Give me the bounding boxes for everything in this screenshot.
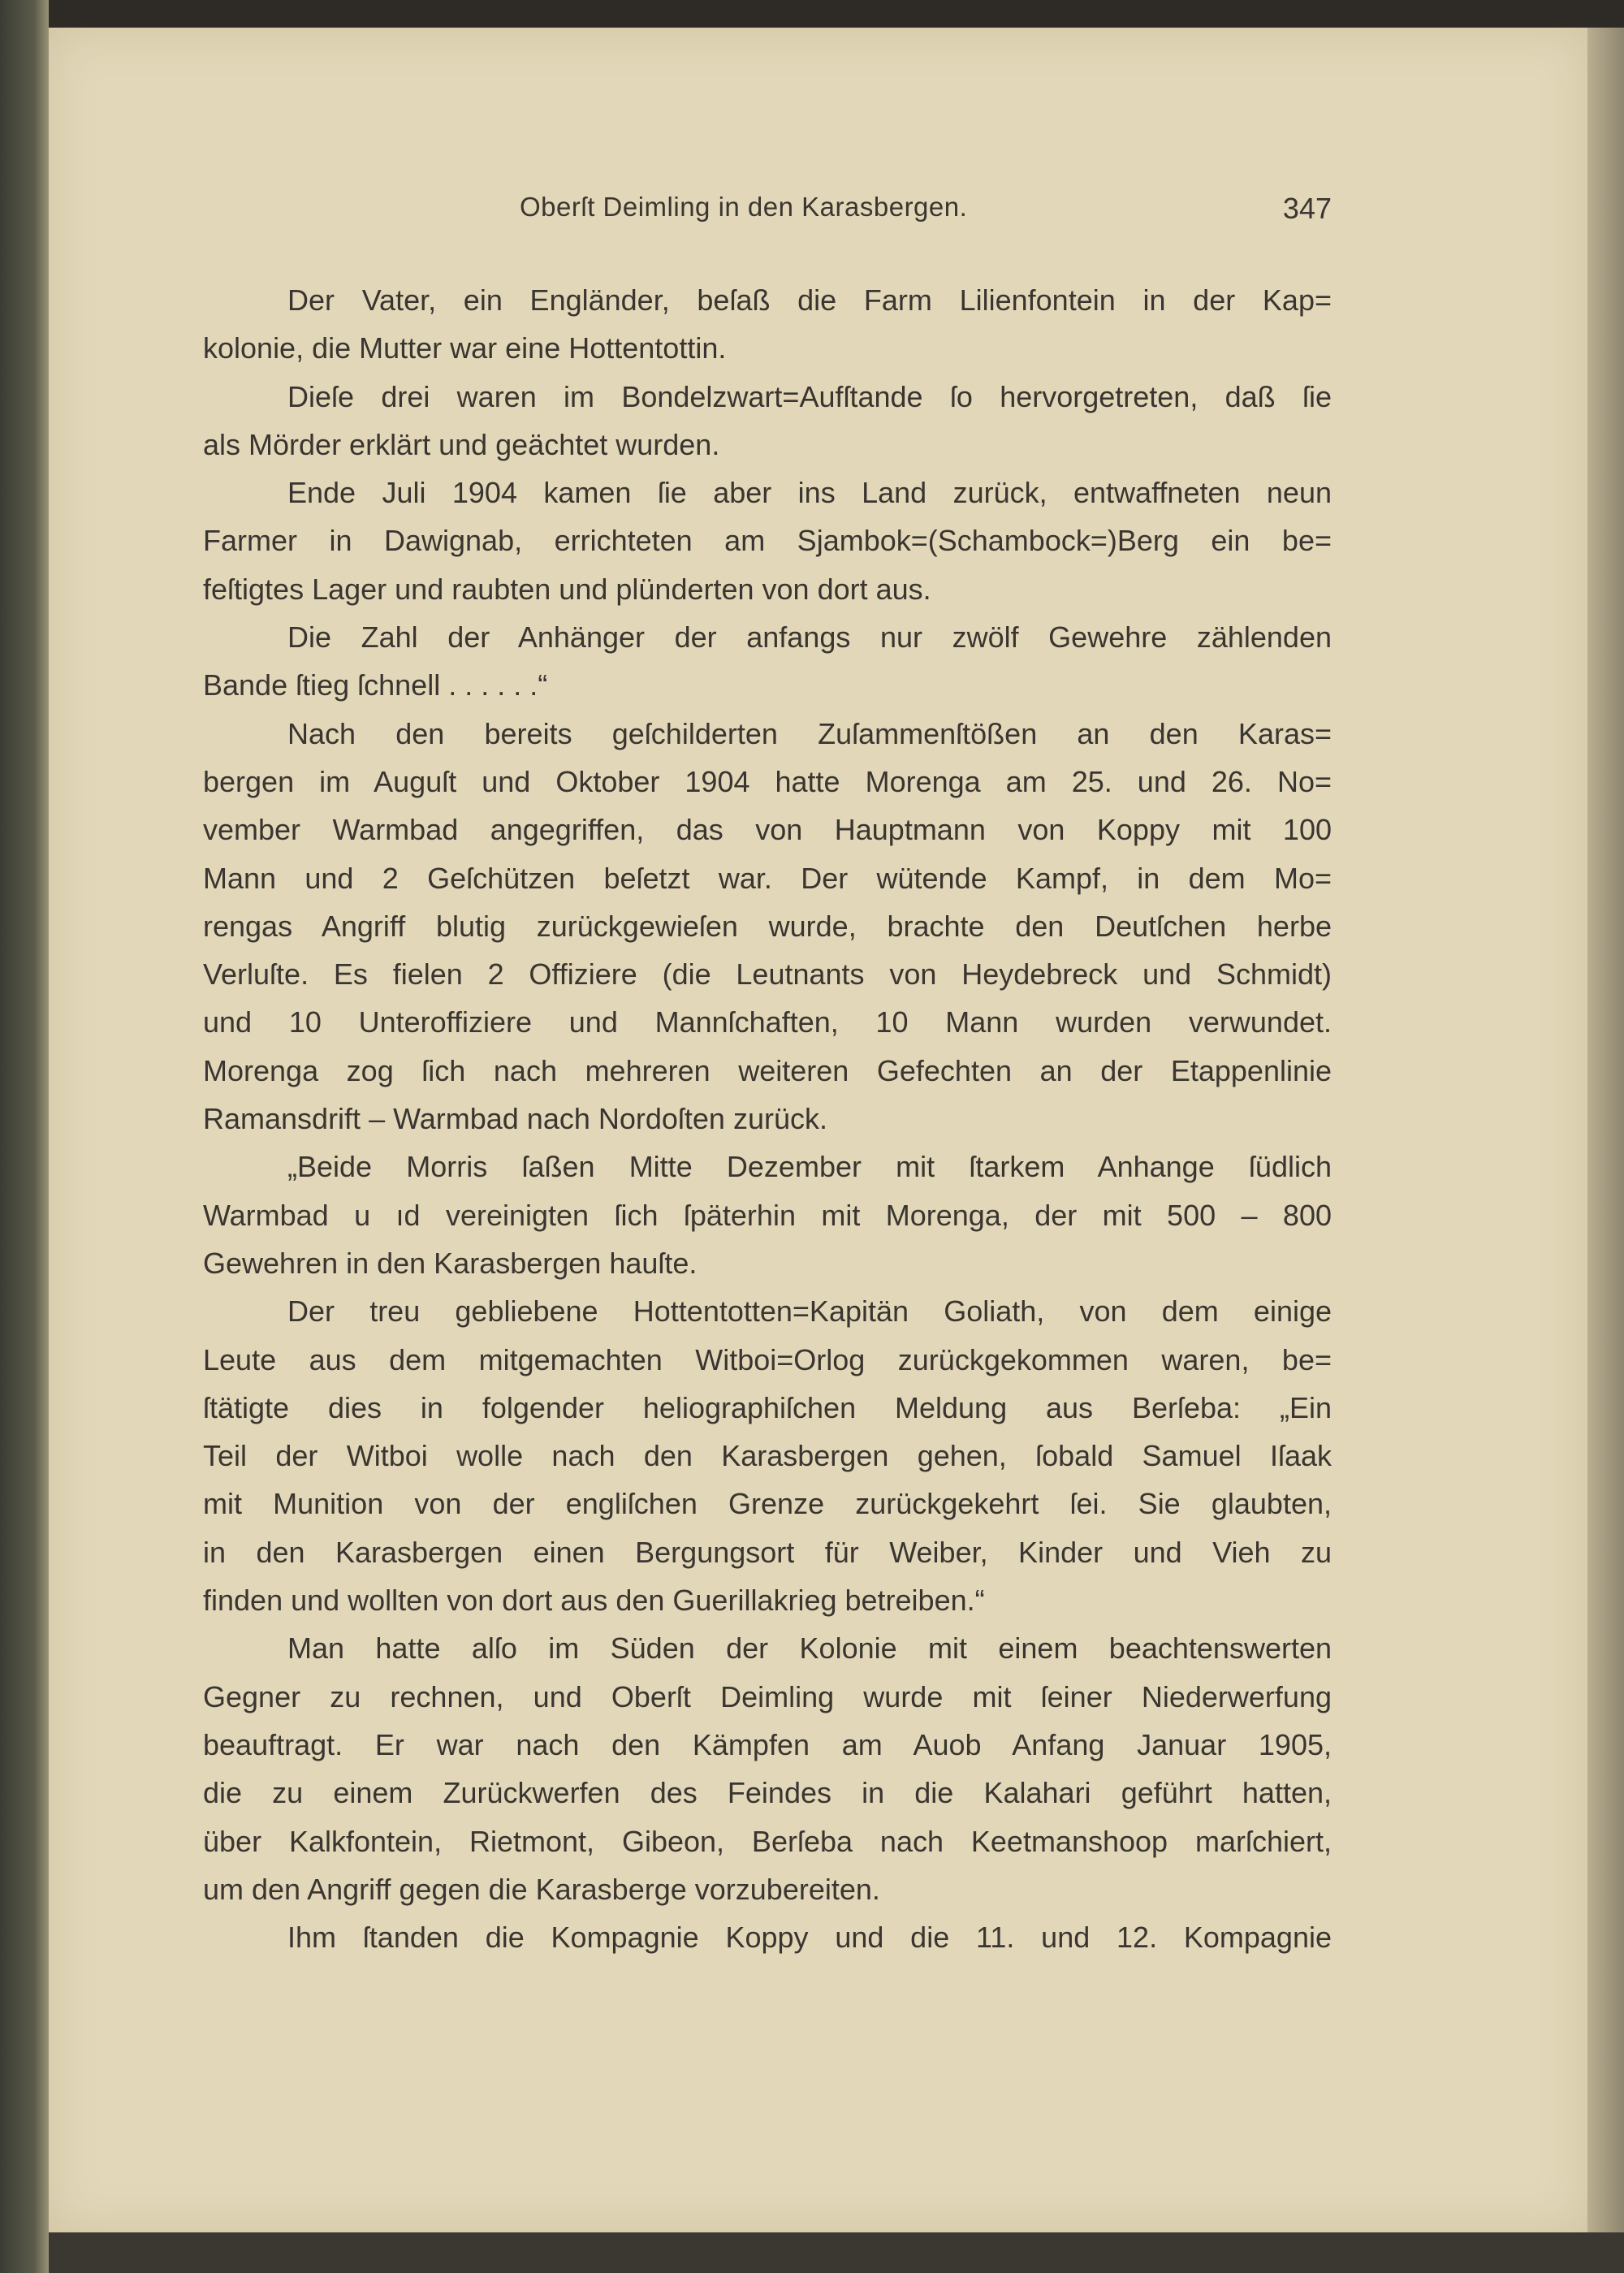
paragraph <box>203 1143 1332 1287</box>
paragraph <box>203 1287 1332 1624</box>
text-line: Morenga zog ſich nach mehreren weiteren Gefechten an der Etappenlinie <box>203 1053 1332 1087</box>
book-spine-edge <box>0 0 49 2273</box>
text-line: die zu einem Zurückwerfen des Feindes in die Kalahari geführt hatten, <box>203 1776 1332 1810</box>
paragraph <box>203 373 1332 469</box>
running-title: Oberſt Deimling in den Karasbergen. <box>520 192 968 222</box>
running-header <box>203 192 1332 232</box>
text-line: Bande ſtieg ſchnell . . . . . .“ <box>203 668 548 702</box>
text-line: finden und wollten von dort aus den Guerillakrieg betreiben.“ <box>203 1584 985 1618</box>
paragraph <box>203 276 1332 373</box>
text-line: „Beide Morris ſaßen Mitte Dezember mit ſtarkem Anhange ſüdlich <box>287 1150 1332 1184</box>
paragraph <box>203 1913 1332 1961</box>
text-line: Ramansdrift – Warmbad nach Nordoſten zurück. <box>203 1102 827 1136</box>
text-line: feſtigtes Lager und raubten und plünderten von dort aus. <box>203 572 931 606</box>
body-text <box>203 276 1332 1961</box>
text-line: Warmbad u ıd vereinigten ſich ſpäterhin mit Morenga, der mit 500 – 800 <box>203 1198 1332 1232</box>
page-number: 347 <box>1282 192 1332 225</box>
text-line: Nach den bereits geſchilderten Zuſammenſtößen an den Karas= <box>287 716 1332 750</box>
paragraph <box>203 710 1332 1143</box>
text-line: in den Karasbergen einen Bergungsort für Weiber, Kinder und Vieh zu <box>203 1535 1332 1569</box>
paragraph <box>203 469 1332 613</box>
text-line: Leute aus dem mitgemachten Witboi=Orlog zurückgekommen waren, be= <box>203 1342 1332 1376</box>
text-line: und 10 Unteroffiziere und Mannſchaften, 10 Mann wurden verwundet. <box>203 1005 1332 1039</box>
text-line: Farmer in Dawignab, errichteten am Sjambok=(Schambock=)Berg ein be= <box>203 524 1332 558</box>
text-line: vember Warmbad angegriffen, das von Hauptmann von Koppy mit 100 <box>203 813 1332 847</box>
paragraph <box>203 613 1332 710</box>
text-line: über Kalkfontein, Rietmont, Gibeon, Berſeba nach Keetmanshoop marſchiert, <box>203 1824 1332 1858</box>
text-line: bergen im Auguſt und Oktober 1904 hatte Morenga am 25. und 26. No= <box>203 764 1332 798</box>
text-line: Ende Juli 1904 kamen ſie aber ins Land zurück, entwaffneten neun <box>287 476 1332 510</box>
text-line: Ihm ſtanden die Kompagnie Koppy und die 11. und 12. Kompagnie <box>287 1921 1332 1955</box>
text-line: Der Vater, ein Engländer, beſaß die Farm Lilienfontein in der Kap= <box>287 283 1332 317</box>
text-line: mit Munition von der engliſchen Grenze zurückgekehrt ſei. Sie glaubten, <box>203 1487 1332 1521</box>
text-line: Man hatte alſo im Süden der Kolonie mit einem beachtenswerten <box>287 1631 1332 1666</box>
text-line: Gewehren in den Karasbergen hauſte. <box>203 1246 698 1280</box>
text-line: ſtätigte dies in folgender heliographiſchen Meldung aus Berſeba: „Ein <box>203 1390 1332 1424</box>
text-line: Verluſte. Es fielen 2 Offiziere (die Leutnants von Heydebreck und Schmidt) <box>203 957 1332 992</box>
paragraph <box>203 1624 1332 1913</box>
text-line: rengas Angriff blutig zurückgewieſen wurde, brachte den Deutſchen herbe <box>203 909 1332 943</box>
page-edge <box>1587 28 1624 2232</box>
text-line: beauftragt. Er war nach den Kämpfen am Auob Anfang Januar 1905, <box>203 1727 1332 1761</box>
text-line: kolonie, die Mutter war eine Hottentottin. <box>203 331 727 365</box>
text-line: um den Angriff gegen die Karasberge vorzubereiten. <box>203 1872 880 1906</box>
text-line: Teil der Witboi wolle nach den Karasbergen gehen, ſobald Samuel Iſaak <box>203 1439 1332 1473</box>
text-line: Der treu gebliebene Hottentotten=Kapitän Goliath, von dem einige <box>287 1294 1332 1329</box>
scan-background <box>49 2232 1624 2273</box>
text-line: Gegner zu rechnen, und Oberſt Deimling wurde mit ſeiner Niederwerfung <box>203 1679 1332 1713</box>
text-line: als Mörder erklärt und geächtet wurden. <box>203 427 720 461</box>
text-line: Dieſe drei waren im Bondelzwart=Aufſtande ſo hervorgetreten, daß ſie <box>287 379 1332 413</box>
text-line: Die Zahl der Anhänger der anfangs nur zwölf Gewehre zählenden <box>287 620 1332 655</box>
text-line: Mann und 2 Geſchützen beſetzt war. Der wütende Kampf, in dem Mo= <box>203 861 1332 895</box>
